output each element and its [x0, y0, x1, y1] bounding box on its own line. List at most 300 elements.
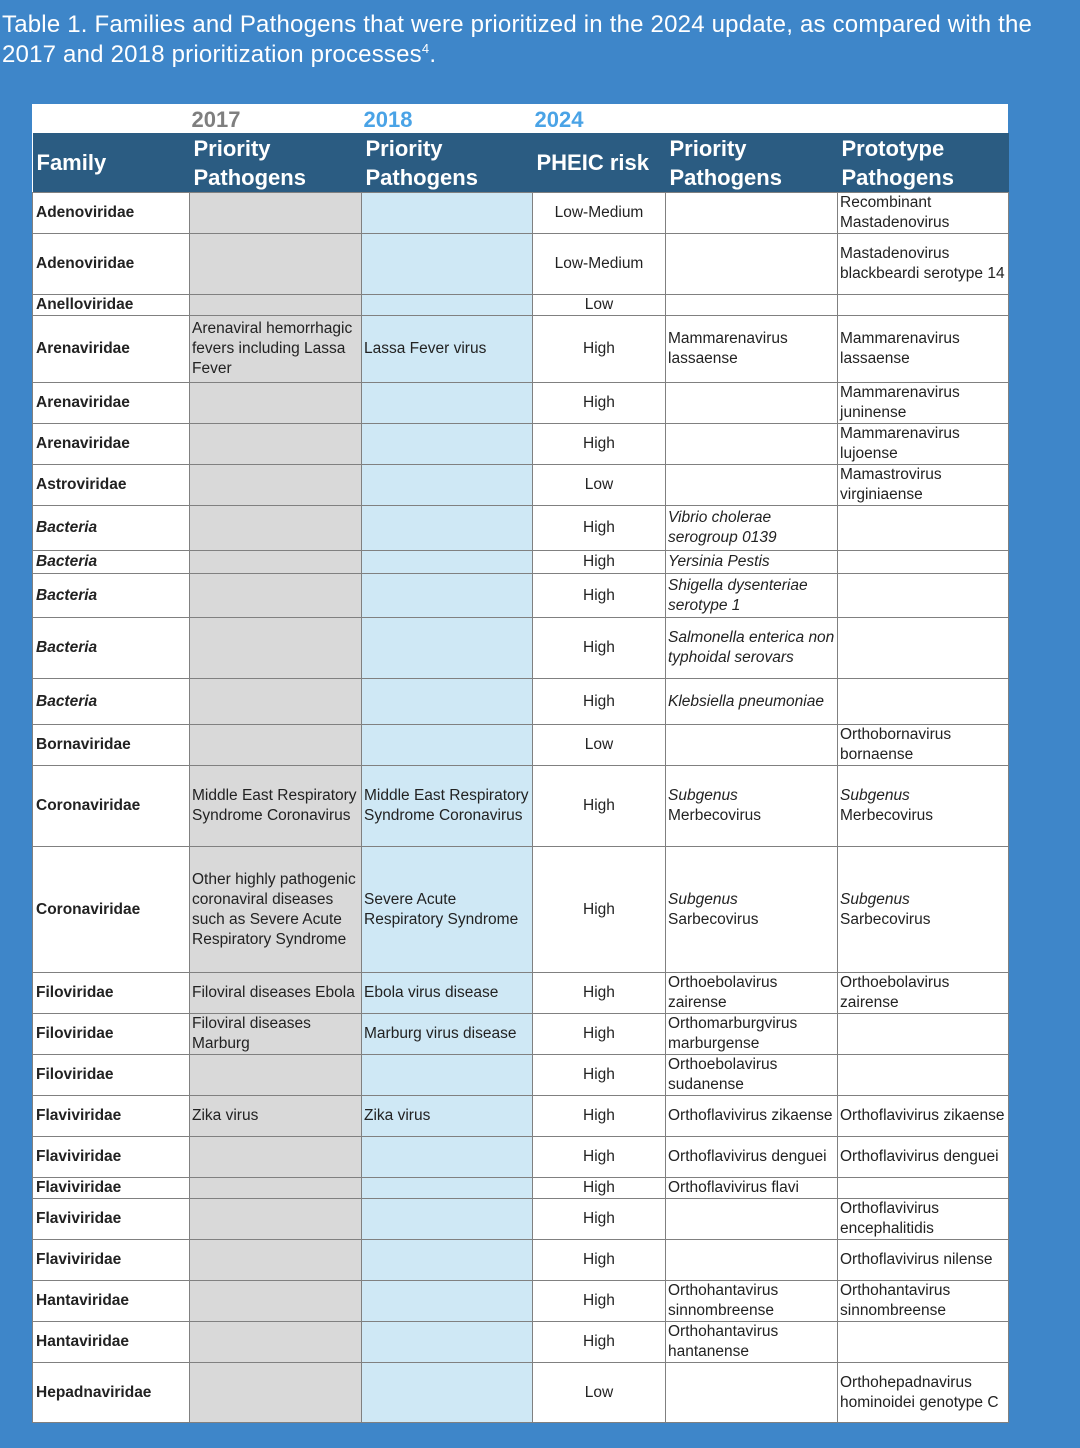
pheic-risk-cell [533, 766, 666, 847]
priority-2018-cell-text: Ebola virus disease [364, 984, 499, 1001]
table-row [33, 725, 1009, 766]
priority-pathogen-cell [666, 618, 838, 679]
priority-pathogen-cell [666, 725, 838, 766]
priority-2018-cell [362, 316, 533, 383]
priority-2017-cell [190, 679, 362, 725]
header-family: Family [33, 133, 190, 193]
pheic-risk-cell [533, 1281, 666, 1322]
priority-2018-cell [362, 383, 533, 424]
pheic-risk-cell-text: High [583, 900, 615, 918]
priority-2017-cell-text: Zika virus [192, 1107, 259, 1124]
year-2024-label: 2024 [534, 107, 584, 132]
priority-2018-cell [362, 1096, 533, 1137]
priority-2018-cell [362, 1137, 533, 1178]
prototype-pathogen-cell [838, 316, 1009, 383]
prototype-pathogen-cell-text: Orthoebolavirus zairense [840, 974, 950, 1011]
family-cell-text: Hantaviridae [36, 1333, 130, 1350]
priority-pathogen-cell [666, 679, 838, 725]
family-cell-text: Filoviridae [36, 1025, 114, 1042]
priority-pathogen-cell [666, 383, 838, 424]
priority-2018-cell [362, 618, 533, 679]
priority-2017-cell [190, 1240, 362, 1281]
prototype-pathogen-cell [838, 847, 1009, 973]
year-2018-label: 2018 [363, 107, 413, 132]
pheic-risk-cell [533, 618, 666, 679]
table-row [33, 574, 1009, 618]
pheic-risk-cell-text: High [583, 340, 615, 357]
priority-2018-cell-text: Lassa Fever virus [364, 340, 487, 357]
family-cell-text: Flaviviridae [36, 1148, 122, 1165]
table-row [33, 1096, 1009, 1137]
family-cell [33, 1322, 190, 1363]
pheic-risk-cell [533, 1137, 666, 1178]
priority-pathogen-cell-text: Orthoebolavirus zairense [668, 974, 778, 1011]
priority-2017-cell [190, 1096, 362, 1137]
family-cell [33, 766, 190, 847]
pheic-risk-cell-text: High [583, 394, 615, 411]
pheic-risk-cell-text: High [583, 553, 615, 570]
table-row [33, 766, 1009, 847]
pheic-risk-cell [533, 1014, 666, 1055]
pheic-risk-cell-text: Low [584, 476, 614, 493]
table-row [33, 1281, 1009, 1322]
priority-pathogen-cell-text: Orthohantavirus sinnombreense [668, 1282, 779, 1319]
table-row [33, 618, 1009, 679]
pheic-risk-cell-text: Low-Medium [554, 255, 644, 272]
family-cell-text: Bornaviridae [36, 736, 131, 753]
family-cell [33, 1055, 190, 1096]
priority-pathogen-cell-text: Orthohantavirus hantanense [668, 1323, 779, 1360]
pheic-risk-cell [533, 1096, 666, 1137]
family-cell [33, 1281, 190, 1322]
column-header-row [33, 133, 1009, 193]
priority-2017-cell [190, 1281, 362, 1322]
priority-pathogen-cell [666, 1240, 838, 1281]
prototype-pathogen-cell-text: Mammarenavirus lassaense [840, 330, 960, 367]
pheic-risk-cell [533, 973, 666, 1014]
priority-2018-cell [362, 465, 533, 506]
pheic-risk-cell [533, 506, 666, 551]
prototype-pathogen-cell-text: Orthoflavivirus nilense [840, 1251, 993, 1268]
priority-pathogen-cell-text: Shigella dysenteriae serotype 1 [668, 576, 808, 614]
priority-2017-cell [190, 725, 362, 766]
prototype-pathogen-cell-text: Mamastrovirus virginiaense [840, 466, 942, 503]
table-row [33, 1178, 1009, 1199]
priority-2017-cell [190, 1137, 362, 1178]
pheic-risk-cell [533, 1178, 666, 1199]
priority-2018-cell-text: Zika virus [364, 1107, 431, 1124]
priority-2017-cell [190, 847, 362, 973]
family-cell-text: Bacteria [36, 553, 98, 570]
family-cell [33, 574, 190, 618]
priority-2018-cell [362, 679, 533, 725]
prototype-pathogen-cell [838, 679, 1009, 725]
priority-pathogen-cell [666, 766, 838, 847]
prototype-pathogen-cell [838, 1199, 1009, 1240]
family-cell [33, 1014, 190, 1055]
family-cell-text: Arenaviridae [36, 394, 130, 411]
priority-2018-cell [362, 1281, 533, 1322]
priority-pathogen-cell-text: Merbecovirus [668, 807, 762, 824]
priority-2018-cell [362, 193, 533, 234]
family-cell-text: Anelloviridae [36, 296, 134, 313]
pheic-risk-cell-text: High [583, 639, 615, 656]
prototype-pathogen-cell-text: Orthoflavivirus denguei [840, 1148, 999, 1165]
priority-pathogen-cell [666, 234, 838, 295]
priority-pathogen-cell-text: Orthoebolavirus sudanense [668, 1056, 778, 1093]
family-cell-text: Flaviviridae [36, 1179, 122, 1196]
pheic-risk-cell [533, 551, 666, 574]
family-cell-text: Astroviridae [36, 476, 127, 493]
prototype-pathogen-cell-text: Sarbecovirus [840, 910, 931, 928]
family-cell-text: Arenaviridae [36, 340, 130, 357]
priority-pathogen-cell [666, 1178, 838, 1199]
subgenus-label: Subgenus [668, 890, 738, 908]
prototype-pathogen-cell [838, 1322, 1009, 1363]
priority-2018-cell [362, 1055, 533, 1096]
priority-2017-cell [190, 316, 362, 383]
family-cell-text: Arenaviridae [36, 435, 130, 452]
pheic-risk-cell-text: High [583, 435, 615, 452]
priority-2018-cell [362, 506, 533, 551]
prototype-pathogen-cell-text: Orthohepadnavirus hominoidei genotype C [840, 1373, 999, 1411]
priority-2017-cell [190, 465, 362, 506]
table-row [33, 1322, 1009, 1363]
prototype-pathogen-cell [838, 725, 1009, 766]
priority-2018-cell [362, 1199, 533, 1240]
priority-2018-cell-text: Marburg virus disease [364, 1025, 517, 1042]
header-priority-2018: Priority Pathogens [362, 133, 533, 193]
family-cell [33, 1199, 190, 1240]
priority-2017-cell [190, 1322, 362, 1363]
pheic-risk-cell [533, 847, 666, 973]
family-cell [33, 679, 190, 725]
prototype-pathogen-cell [838, 618, 1009, 679]
priority-2017-cell [190, 973, 362, 1014]
year-spacer [838, 104, 1009, 133]
table-caption [2, 10, 1078, 70]
pheic-risk-cell [533, 234, 666, 295]
priority-pathogen-cell [666, 1199, 838, 1240]
table-row [33, 1363, 1009, 1423]
priority-pathogen-cell-text: Orthoflavivirus denguei [668, 1148, 827, 1165]
pheic-risk-cell [533, 1363, 666, 1423]
prototype-pathogen-cell-text: Recombinant Mastadenovirus [840, 194, 950, 231]
priority-pathogen-cell [666, 465, 838, 506]
prototype-pathogen-cell [838, 1096, 1009, 1137]
pheic-risk-cell-text: High [583, 1148, 615, 1165]
family-cell-text: Adenoviridae [36, 255, 135, 272]
pheic-risk-cell-text: Low-Medium [554, 204, 644, 221]
priority-2018-cell [362, 1178, 533, 1199]
table-row [33, 295, 1009, 316]
pheic-risk-cell-text: High [583, 692, 615, 710]
table-row [33, 1014, 1009, 1055]
table-row [33, 847, 1009, 973]
family-cell [33, 424, 190, 465]
priority-2017-cell [190, 574, 362, 618]
table-row [33, 316, 1009, 383]
table-row [33, 973, 1009, 1014]
priority-2018-cell [362, 1014, 533, 1055]
priority-pathogen-cell-text: Yersinia Pestis [668, 553, 770, 570]
pheic-risk-cell [533, 316, 666, 383]
table-body [33, 193, 1009, 1423]
pheic-risk-cell [533, 679, 666, 725]
priority-pathogen-cell [666, 551, 838, 574]
priority-2017-cell-text: Arenaviral hemorrhagic fevers including Lassa Fever [192, 320, 353, 377]
subgenus-label: Subgenus [840, 787, 910, 804]
table-row [33, 383, 1009, 424]
family-cell-text: Coronaviridae [36, 797, 141, 814]
year-header-row [33, 104, 1009, 133]
family-cell [33, 1178, 190, 1199]
table-row [33, 506, 1009, 551]
family-cell [33, 465, 190, 506]
family-cell [33, 295, 190, 316]
header-priority-2017: Priority Pathogens [190, 133, 362, 193]
pheic-risk-cell-text: High [583, 1179, 615, 1196]
family-cell-text: Flaviviridae [36, 1210, 122, 1227]
priority-2017-cell [190, 551, 362, 574]
prototype-pathogen-cell [838, 973, 1009, 1014]
family-cell-text: Flaviviridae [36, 1107, 122, 1124]
priority-2017-cell-text: Filoviral diseases Ebola [192, 984, 355, 1001]
table-row [33, 551, 1009, 574]
priority-pathogen-cell [666, 847, 838, 973]
header-priority-pathogens: Priority Pathogens [666, 133, 838, 193]
priority-pathogen-cell [666, 1014, 838, 1055]
priority-pathogen-cell-text: Orthomarburgvirus marburgense [668, 1015, 798, 1052]
pheic-risk-cell [533, 295, 666, 316]
priority-2018-cell [362, 847, 533, 973]
prototype-pathogen-cell-text: Orthoflavivirus zikaense [840, 1107, 1005, 1124]
prototype-pathogen-cell [838, 1055, 1009, 1096]
prototype-pathogen-cell-text: Mastadenovirus blackbeardi serotype 14 [840, 245, 1005, 282]
priority-2018-cell [362, 766, 533, 847]
priority-pathogen-cell [666, 1137, 838, 1178]
priority-2017-cell [190, 1363, 362, 1423]
priority-pathogen-cell-text: Salmonella enterica non typhoidal serovars [668, 629, 835, 666]
priority-pathogen-cell-text: Vibrio cholerae serogroup 0139 [668, 509, 777, 546]
priority-2018-cell [362, 973, 533, 1014]
priority-2018-cell-text: Middle East Respiratory Syndrome Coronavirus [364, 787, 529, 824]
priority-pathogen-cell-text: Orthoflavivirus zikaense [668, 1107, 833, 1124]
table-row [33, 424, 1009, 465]
priority-pathogen-cell [666, 1363, 838, 1423]
family-cell-text: Adenoviridae [36, 204, 135, 221]
priority-2018-cell [362, 424, 533, 465]
family-cell-text: Flaviviridae [36, 1251, 122, 1268]
table-row [33, 1055, 1009, 1096]
family-cell-text: Coronaviridae [36, 900, 141, 918]
pheic-risk-cell [533, 424, 666, 465]
pheic-risk-cell-text: High [583, 1210, 615, 1227]
pathogen-table [32, 104, 1008, 1423]
priority-2018-cell [362, 725, 533, 766]
pheic-risk-cell-text: High [583, 797, 615, 814]
priority-pathogen-cell [666, 506, 838, 551]
priority-pathogen-cell-text: Mammarenavirus lassaense [668, 330, 788, 367]
family-cell [33, 847, 190, 973]
pheic-risk-cell [533, 1322, 666, 1363]
prototype-pathogen-cell [838, 295, 1009, 316]
priority-2017-cell [190, 424, 362, 465]
prototype-pathogen-cell-text: Orthohantavirus sinnombreense [840, 1282, 951, 1319]
priority-pathogen-cell-text: Sarbecovirus [668, 910, 759, 928]
pheic-risk-cell [533, 465, 666, 506]
pheic-risk-cell-text: High [583, 1107, 615, 1124]
year-spacer [666, 104, 838, 133]
table-row [33, 1199, 1009, 1240]
family-cell-text: Filoviridae [36, 1066, 114, 1083]
family-cell-text: Bacteria [36, 519, 98, 536]
priority-2018-cell-text: Severe Acute Respiratory Syndrome [364, 890, 519, 928]
family-cell-text: Hantaviridae [36, 1292, 130, 1309]
priority-pathogen-cell [666, 1096, 838, 1137]
pheic-risk-cell-text: Low [584, 296, 614, 313]
prototype-pathogen-cell [838, 766, 1009, 847]
priority-pathogen-cell [666, 316, 838, 383]
year-spacer [33, 104, 190, 133]
table-row [33, 1240, 1009, 1281]
prototype-pathogen-cell [838, 234, 1009, 295]
pheic-risk-cell-text: High [583, 984, 615, 1001]
priority-2017-cell [190, 1014, 362, 1055]
prototype-pathogen-cell [838, 193, 1009, 234]
family-cell [33, 383, 190, 424]
prototype-pathogen-cell [838, 1281, 1009, 1322]
priority-2017-cell-text: Other highly pathogenic coronaviral diseases such as Severe Acute Respiratory Syndrome [192, 870, 356, 948]
priority-2017-cell [190, 1199, 362, 1240]
pheic-risk-cell-text: High [583, 586, 615, 604]
family-cell [33, 551, 190, 574]
prototype-pathogen-cell [838, 1014, 1009, 1055]
priority-2017-cell [190, 193, 362, 234]
priority-2018-cell [362, 1322, 533, 1363]
pheic-risk-cell [533, 1240, 666, 1281]
footnote-ref[interactable]: 4 [421, 41, 430, 56]
pheic-risk-cell-text: High [583, 1251, 615, 1268]
pheic-risk-cell-text: High [583, 1333, 615, 1350]
priority-pathogen-cell [666, 1322, 838, 1363]
prototype-pathogen-cell [838, 1240, 1009, 1281]
pheic-risk-cell-text: High [583, 1025, 615, 1042]
pheic-risk-cell [533, 1055, 666, 1096]
priority-pathogen-cell [666, 1055, 838, 1096]
header-pheic-risk: PHEIC risk [533, 133, 666, 193]
prototype-pathogen-cell [838, 383, 1009, 424]
priority-2017-cell [190, 295, 362, 316]
table-row [33, 234, 1009, 295]
family-cell [33, 1240, 190, 1281]
priority-2017-cell [190, 618, 362, 679]
family-cell [33, 506, 190, 551]
priority-2017-cell [190, 766, 362, 847]
priority-pathogen-cell [666, 973, 838, 1014]
pheic-risk-cell-text: High [583, 1292, 615, 1309]
priority-pathogen-cell [666, 1281, 838, 1322]
caption-text: Table 1. Families and Pathogens that were prioritized in the 2024 update, as compared with the 2017 and 2018 prioritization processes [2, 11, 1033, 68]
prototype-pathogen-cell-text: Orthoflavivirus encephalitidis [840, 1200, 940, 1237]
family-cell [33, 618, 190, 679]
caption-end: . [429, 41, 437, 68]
prototype-pathogen-cell [838, 574, 1009, 618]
pheic-risk-cell [533, 574, 666, 618]
priority-2017-cell-text: Middle East Respiratory Syndrome Coronavirus [192, 787, 357, 824]
family-cell-text: Bacteria [36, 692, 98, 710]
prototype-pathogen-cell [838, 1137, 1009, 1178]
family-cell [33, 1096, 190, 1137]
family-cell [33, 193, 190, 234]
pheic-risk-cell [533, 725, 666, 766]
prototype-pathogen-cell [838, 424, 1009, 465]
priority-2017-cell [190, 1178, 362, 1199]
priority-2018-cell [362, 295, 533, 316]
pheic-risk-cell-text: Low [584, 1383, 614, 1401]
priority-2018-cell [362, 1240, 533, 1281]
priority-2017-cell [190, 506, 362, 551]
family-cell-text: Bacteria [36, 639, 98, 656]
prototype-pathogen-cell [838, 506, 1009, 551]
priority-2018-cell [362, 551, 533, 574]
pheic-risk-cell-text: Low [584, 736, 614, 753]
family-cell [33, 725, 190, 766]
priority-2018-cell [362, 234, 533, 295]
year-2017-label: 2017 [191, 107, 241, 132]
family-cell-text: Filoviridae [36, 984, 114, 1001]
family-cell-text: Hepadnaviridae [36, 1383, 152, 1401]
prototype-pathogen-cell [838, 465, 1009, 506]
prototype-pathogen-cell-text: Orthobornavirus bornaense [840, 726, 952, 763]
family-cell [33, 316, 190, 383]
priority-pathogen-cell [666, 574, 838, 618]
pheic-risk-cell-text: High [583, 519, 615, 536]
priority-2017-cell-text: Filoviral diseases Marburg [192, 1015, 311, 1052]
header-prototype-pathogens: Prototype Pathogens [838, 133, 1009, 193]
family-cell [33, 1363, 190, 1423]
table-row [33, 465, 1009, 506]
prototype-pathogen-cell-text: Mammarenavirus juninense [840, 384, 960, 421]
table-row [33, 193, 1009, 234]
priority-pathogen-cell [666, 424, 838, 465]
prototype-pathogen-cell [838, 1178, 1009, 1199]
priority-2017-cell [190, 383, 362, 424]
priority-2017-cell [190, 1055, 362, 1096]
prototype-pathogen-cell [838, 1363, 1009, 1423]
subgenus-label: Subgenus [668, 787, 738, 804]
subgenus-label: Subgenus [840, 890, 910, 908]
prototype-pathogen-cell [838, 551, 1009, 574]
priority-pathogen-cell-text: Klebsiella pneumoniae [668, 692, 824, 710]
priority-pathogen-cell [666, 193, 838, 234]
priority-2017-cell [190, 234, 362, 295]
pheic-risk-cell [533, 383, 666, 424]
priority-pathogen-cell-text: Orthoflavivirus flavi [668, 1179, 799, 1196]
prototype-pathogen-cell-text: Mammarenavirus lujoense [840, 425, 960, 462]
family-cell [33, 234, 190, 295]
pheic-risk-cell [533, 193, 666, 234]
prototype-pathogen-cell-text: Merbecovirus [840, 807, 934, 824]
priority-pathogen-cell [666, 295, 838, 316]
table-row [33, 679, 1009, 725]
family-cell-text: Bacteria [36, 586, 98, 604]
table-row [33, 1137, 1009, 1178]
family-cell [33, 1137, 190, 1178]
priority-2018-cell [362, 1363, 533, 1423]
family-cell [33, 973, 190, 1014]
pheic-risk-cell [533, 1199, 666, 1240]
